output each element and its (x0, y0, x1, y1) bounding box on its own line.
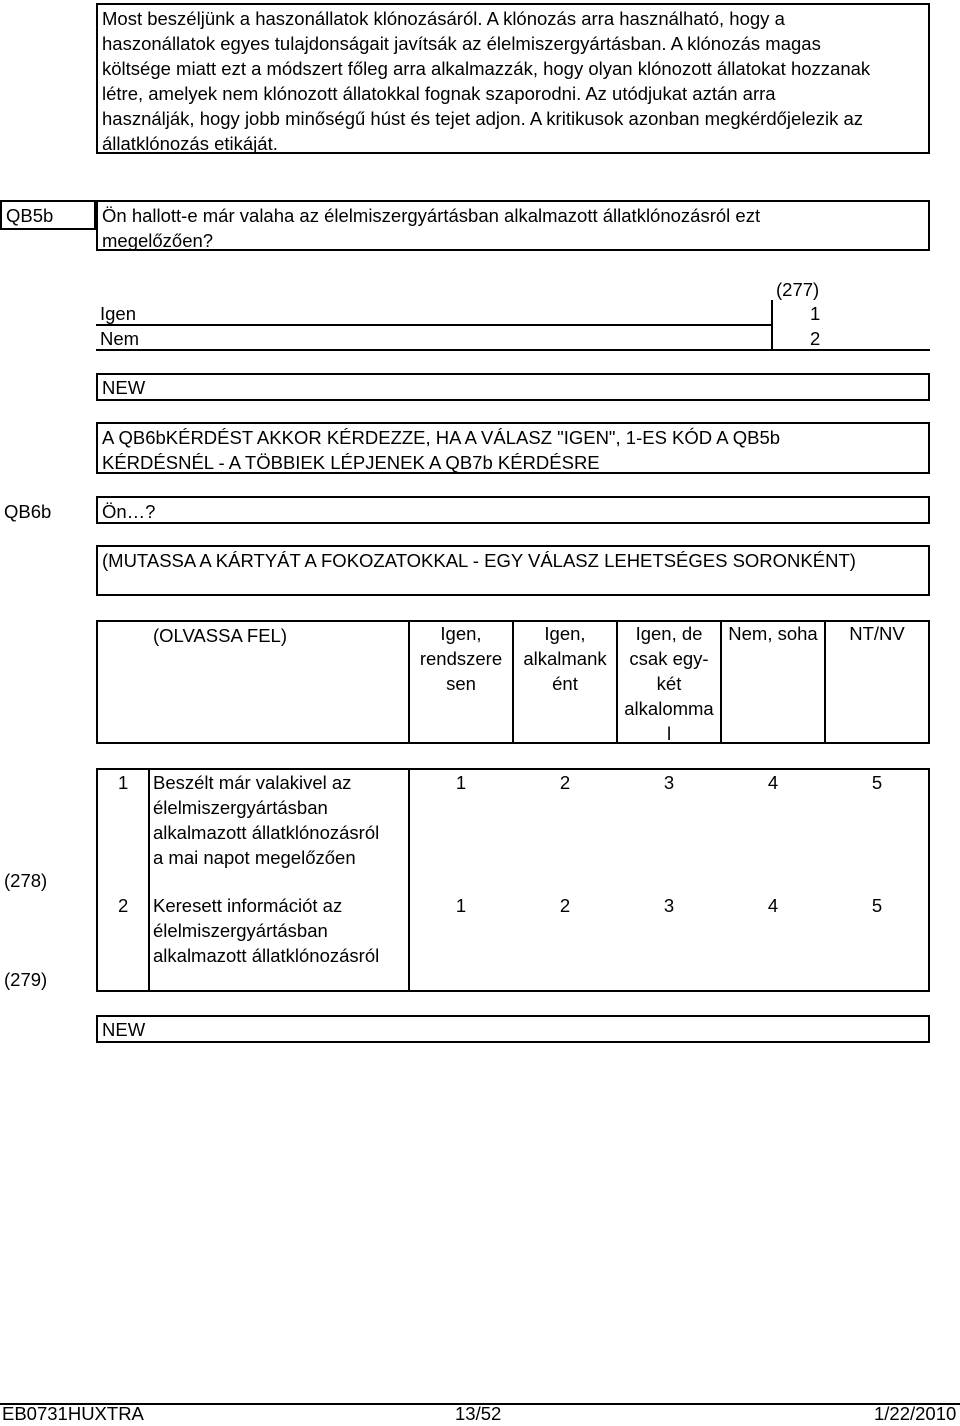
header-line: l (666, 723, 672, 744)
header-line: csak egy- (629, 648, 709, 669)
header-line: NT/NV (849, 623, 905, 644)
answer-divider (771, 300, 773, 351)
scale-column-header (410, 621, 512, 696)
row-label-line: élelmiszergyártásban (153, 797, 328, 818)
show-card-instruction: (MUTASSA A KÁRTYÁT A FOKOZATOKKAL - EGY VÁLASZ LEHETSÉGES SORONKÉNT) (102, 550, 856, 571)
intro-line: létre, amelyek nem klónozott állatokkal fognak szaporodni. Az utódjukat aztán arra (102, 83, 776, 104)
answer-code: 1 (810, 303, 821, 324)
scale-code[interactable]: 1 (455, 772, 467, 793)
answer-option[interactable] (96, 325, 772, 350)
row-number: 2 (118, 895, 129, 916)
scale-code[interactable]: 2 (559, 895, 571, 916)
row-label (153, 770, 408, 870)
footer-page-number: 13/52 (455, 1403, 502, 1424)
items-divider (148, 768, 150, 992)
intro-line: haszonállatok egyes tulajdonságait javítsák az élelmiszergyártásban. A klónozás magas (102, 33, 821, 54)
header-line: alkalmank (523, 648, 607, 669)
answer-option[interactable] (96, 300, 772, 325)
header-line: rendszere (419, 648, 503, 669)
filter-instruction-line: KÉRDÉSNÉL - A TÖBBIEK LÉPJENEK A QB7b KÉRDÉSRE (102, 452, 600, 473)
qb5b-code-box (0, 200, 96, 230)
intro-line: állatklónozás etikáját. (102, 133, 278, 154)
row-label-line: Keresett információt az (153, 895, 343, 916)
qb6b-question-box (96, 496, 930, 524)
scale-code[interactable]: 4 (767, 895, 779, 916)
scale-column-header (722, 621, 824, 646)
header-line: Igen, (544, 623, 586, 644)
scale-code[interactable]: 3 (663, 895, 675, 916)
question-code: QB6b (4, 501, 52, 522)
question-text: Ön…? (102, 501, 156, 522)
header-line: Igen, (440, 623, 482, 644)
new-box (96, 373, 930, 401)
intro-box (96, 3, 930, 154)
scale-code[interactable]: 1 (455, 895, 467, 916)
answer-divider (96, 349, 930, 351)
header-line: két (656, 673, 682, 694)
items-divider (408, 768, 410, 992)
scale-column-header (826, 621, 928, 646)
answer-label: Igen (100, 303, 137, 324)
answer-divider (96, 324, 772, 326)
scale-code[interactable]: 5 (871, 895, 883, 916)
intro-line: költsége miatt ezt a módszert főleg arra alkalmazzák, hogy olyan klónozott állatokat hozzanak (102, 58, 871, 79)
header-line: ént (552, 673, 578, 694)
header-line: sen (446, 673, 476, 694)
row-label-line: alkalmazott állatklónozásról (153, 822, 380, 843)
new-box (96, 1015, 930, 1043)
scale-column-header (514, 621, 616, 696)
row-label-line: alkalmazott állatklónozásról (153, 945, 380, 966)
answer-label: Nem (100, 328, 140, 349)
footer-doc-id: EB0731HUXTRA (2, 1403, 144, 1424)
answer-code: 2 (810, 328, 821, 349)
intro-line: Most beszéljünk a haszonállatok klónozásáról. A klónozás arra használható, hogy a (102, 8, 785, 29)
intro-line: használják, hogy jobb minőségű húst és tejet adjon. A kritikusok azonban megkérdőjelezik az (102, 108, 864, 129)
row-number: 1 (118, 772, 129, 793)
header-line: Igen, de (635, 623, 703, 644)
question-text-line: Ön hallott-e már valaha az élelmiszergyártásban alkalmazott állatklónozásról ezt (102, 205, 761, 226)
scale-code[interactable]: 2 (559, 772, 571, 793)
row-label-line: élelmiszergyártásban (153, 920, 328, 941)
filter-instruction-box (96, 422, 930, 474)
qb5b-question-box (96, 200, 930, 251)
scale-code[interactable]: 5 (871, 772, 883, 793)
header-line: Nem, soha (728, 623, 818, 644)
footer-date: 1/22/2010 (874, 1403, 957, 1424)
row-label (153, 893, 408, 968)
show-card-instruction-box (96, 545, 930, 596)
row-code: (279) (4, 969, 48, 990)
question-text-line: megelőzően? (102, 230, 214, 251)
new-label: NEW (102, 377, 146, 398)
header-line: alkalomma (624, 698, 714, 719)
read-out-label: (OLVASSA FEL) (153, 625, 287, 646)
scale-code[interactable]: 4 (767, 772, 779, 793)
filter-instruction-line: A QB6bKÉRDÉST AKKOR KÉRDEZZE, HA A VÁLASZ "IGEN", 1-ES KÓD A QB5b (102, 427, 781, 448)
question-code: QB5b (6, 205, 54, 226)
row-label-line: a mai napot megelőzően (153, 847, 356, 868)
scale-code[interactable]: 3 (663, 772, 675, 793)
row-label-line: Beszélt már valakivel az (153, 772, 352, 793)
scale-column-header (618, 621, 720, 746)
row-code: (278) (4, 870, 48, 891)
new-label: NEW (102, 1019, 146, 1040)
column-code: (277) (776, 279, 820, 300)
